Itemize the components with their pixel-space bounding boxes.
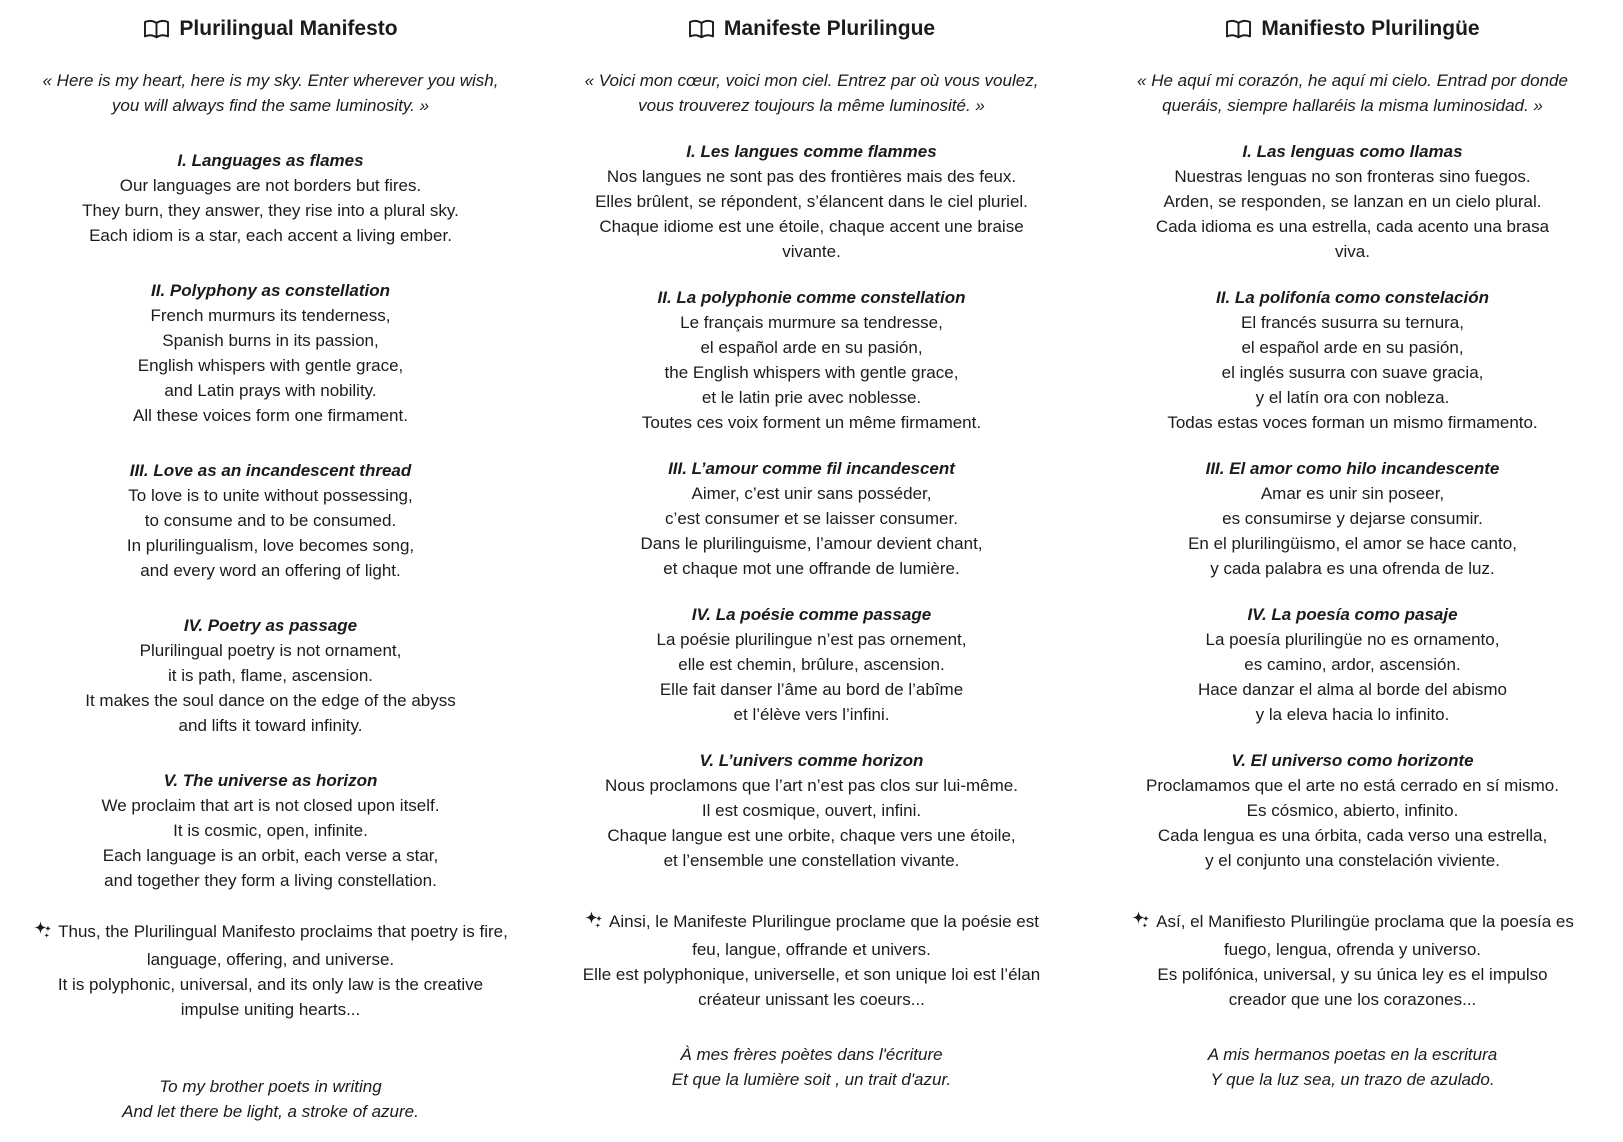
text-line <box>1088 335 1617 360</box>
text-line-content: A mis hermanos poetas en la escritura <box>1207 1045 1498 1064</box>
manifesto-section <box>547 285 1076 435</box>
text-line <box>6 378 535 403</box>
text-line-content: Y que la luz sea, un trazo de azulado. <box>1210 1070 1495 1089</box>
conclusion <box>6 919 535 1022</box>
text-line-content: and every word an offering of light. <box>140 561 401 580</box>
text-line <box>6 972 535 997</box>
text-line <box>547 410 1076 435</box>
text-line <box>6 713 535 738</box>
text-line <box>1088 702 1617 727</box>
section-heading: III. Love as an incandescent thread <box>129 461 412 480</box>
text-line-content: « Voici mon cœur, voici mon ciel. Entrez par où vous voulez, <box>584 71 1039 90</box>
text-line <box>1088 214 1617 239</box>
text-line <box>1088 556 1617 581</box>
text-line <box>6 868 535 893</box>
section-heading: II. La polifonía como constelación <box>1216 288 1489 307</box>
text-line-content: Cada lengua es una órbita, cada verso una estrella, <box>1157 826 1548 845</box>
text-line <box>6 508 535 533</box>
text-line <box>6 688 535 713</box>
dedication <box>547 1042 1076 1092</box>
text-line <box>1088 937 1617 962</box>
manifesto-section <box>6 458 535 583</box>
section-body <box>1088 773 1617 873</box>
text-line-content: the English whispers with gentle grace, <box>664 363 959 382</box>
text-line <box>1088 627 1617 652</box>
column-title <box>547 16 1076 42</box>
text-line-content: queráis, siempre hallaréis la misma luminosidad. » <box>1162 96 1543 115</box>
text-line <box>1088 164 1617 189</box>
text-line-content: En el plurilingüismo, el amor se hace canto, <box>1188 534 1517 553</box>
text-line-content: créateur unissant les coeurs... <box>698 990 925 1009</box>
text-line <box>547 677 1076 702</box>
text-line <box>1088 239 1617 264</box>
text-line <box>547 627 1076 652</box>
text-line-content: you will always find the same luminosity. » <box>111 96 430 115</box>
text-line <box>1088 410 1617 435</box>
text-line <box>6 533 535 558</box>
text-line-content: vous trouverez toujours la même luminosité. » <box>638 96 985 115</box>
text-line-content: viva. <box>1335 242 1370 261</box>
text-line-content: La poesía plurilingüe no es ornamento, <box>1205 630 1500 649</box>
text-line <box>6 198 535 223</box>
text-line-content: It is cosmic, open, infinite. <box>173 821 368 840</box>
text-line-content: Cada idioma es una estrella, cada acento una brasa <box>1155 217 1550 236</box>
text-line-content: Es polifónica, universal, y su única ley es el impulso <box>1157 965 1548 984</box>
text-line <box>1088 1042 1617 1067</box>
text-line-content: es consumirse y dejarse consumir. <box>1222 509 1483 528</box>
section-body <box>6 483 535 583</box>
text-line <box>1088 677 1617 702</box>
text-line-content: Each idiom is a star, each accent a living ember. <box>89 226 452 245</box>
text-line <box>1088 360 1617 385</box>
text-line-content: And let there be light, a stroke of azure. <box>122 1102 419 1121</box>
text-line-content: We proclaim that art is not closed upon itself. <box>101 796 440 815</box>
section-body <box>1088 481 1617 581</box>
text-line <box>547 987 1076 1012</box>
text-line-content: Chaque langue est une orbite, chaque vers une étoile, <box>607 826 1016 845</box>
text-line-content: et chaque mot une offrande de lumière. <box>663 559 960 578</box>
column-title-text: Plurilingual Manifesto <box>179 17 398 40</box>
manifesto-section <box>6 768 535 893</box>
manifesto-section <box>6 613 535 738</box>
text-line <box>547 335 1076 360</box>
text-line-content: In plurilingualism, love becomes song, <box>126 536 415 555</box>
text-line <box>6 403 535 428</box>
text-line-content: Elle est polyphonique, universelle, et son unique loi est l’élan <box>582 965 1041 984</box>
text-line-content: They burn, they answer, they rise into a plural sky. <box>82 201 459 220</box>
text-line <box>1088 385 1617 410</box>
text-line-content: y el latín ora con nobleza. <box>1255 388 1450 407</box>
text-line <box>1088 93 1617 118</box>
column-spanish <box>1082 16 1623 1124</box>
text-line-content: « Here is my heart, here is my sky. Enter wherever you wish, <box>42 71 499 90</box>
text-line-content: Ainsi, le Manifeste Plurilingue proclame que la poésie est <box>609 912 1039 931</box>
text-line-content: Et que la lumière soit , un trait d'azur. <box>671 1070 952 1089</box>
column-title <box>6 16 535 42</box>
text-line-content: El francés susurra su ternura, <box>1241 313 1464 332</box>
manifesto-section <box>547 602 1076 727</box>
text-line-content: Nos langues ne sont pas des frontières mais des feux. <box>606 167 1017 186</box>
text-line-content: Elle fait danser l’âme au bord de l’abîme <box>659 680 964 699</box>
text-line-content: elle est chemin, brûlure, ascension. <box>678 655 945 674</box>
manifesto-section <box>1088 456 1617 581</box>
text-line <box>547 310 1076 335</box>
text-line-content: and together they form a living constellation. <box>104 871 437 890</box>
text-line <box>1088 189 1617 214</box>
text-line-content: fuego, lengua, ofrenda y universo. <box>1223 940 1482 959</box>
section-body <box>6 638 535 738</box>
epigraph <box>6 68 535 118</box>
text-line <box>6 353 535 378</box>
section-heading: IV. Poetry as passage <box>183 616 358 635</box>
text-line-content: Amar es unir sin poseer, <box>1260 484 1445 503</box>
text-line-content: French murmurs its tenderness, <box>150 306 391 325</box>
text-line <box>547 506 1076 531</box>
text-line <box>1088 848 1617 873</box>
open-book-icon <box>143 18 170 41</box>
text-line-content: La poésie plurilingue n’est pas ornement, <box>656 630 967 649</box>
text-line-content: Nuestras lenguas no son fronteras sino fuegos. <box>1174 167 1531 186</box>
text-line <box>6 663 535 688</box>
text-line <box>6 997 535 1022</box>
section-heading: V. The universe as horizon <box>163 771 378 790</box>
text-line <box>547 164 1076 189</box>
section-heading: IV. La poesía como pasaje <box>1247 605 1458 624</box>
text-line-content: et l’ensemble une constellation vivante. <box>663 851 960 870</box>
dedication <box>1088 1042 1617 1092</box>
text-line <box>1088 909 1617 937</box>
text-line <box>547 481 1076 506</box>
text-line <box>6 173 535 198</box>
section-body <box>547 627 1076 727</box>
text-line-content: It is polyphonic, universal, and its only law is the creative <box>57 975 484 994</box>
column-title-text: Manifiesto Plurilingüe <box>1261 17 1480 40</box>
section-body <box>547 164 1076 264</box>
text-line <box>547 702 1076 727</box>
sparkles-icon <box>584 910 604 937</box>
section-body <box>6 303 535 428</box>
manifesto-section <box>1088 602 1617 727</box>
section-body <box>547 310 1076 435</box>
text-line-content: Proclamamos que el arte no está cerrado en sí mismo. <box>1146 776 1559 795</box>
conclusion <box>1088 909 1617 1012</box>
manifesto-section <box>1088 139 1617 264</box>
manifesto-section <box>547 139 1076 264</box>
text-line <box>547 823 1076 848</box>
section-heading: I. Languages as flames <box>177 151 364 170</box>
text-line <box>547 531 1076 556</box>
text-line <box>1088 1067 1617 1092</box>
text-line-content: feu, langue, offrande et univers. <box>692 940 931 959</box>
text-line <box>1088 798 1617 823</box>
text-line <box>6 558 535 583</box>
manifesto-section <box>6 148 535 248</box>
section-heading: I. Las lenguas como llamas <box>1242 142 1463 161</box>
text-line <box>547 214 1076 239</box>
text-line-content: It makes the soul dance on the edge of the abyss <box>85 691 456 710</box>
sparkles-icon <box>1131 910 1151 937</box>
conclusion <box>547 909 1076 1012</box>
text-line-content: y cada palabra es una ofrenda de luz. <box>1210 559 1495 578</box>
text-line <box>6 328 535 353</box>
text-line <box>547 962 1076 987</box>
text-line <box>6 919 535 947</box>
text-line-content: Each language is an orbit, each verse a star, <box>102 846 439 865</box>
text-line <box>547 937 1076 962</box>
section-body <box>6 793 535 893</box>
manifesto-section <box>1088 748 1617 873</box>
open-book-icon <box>1225 18 1252 41</box>
column-french <box>541 16 1082 1124</box>
text-line <box>547 189 1076 214</box>
section-body <box>6 173 535 248</box>
text-line <box>547 909 1076 937</box>
text-line <box>547 93 1076 118</box>
text-line-content: Chaque idiome est une étoile, chaque accent une braise <box>599 217 1024 236</box>
epigraph <box>1088 68 1617 118</box>
text-line <box>6 638 535 663</box>
text-line <box>547 773 1076 798</box>
text-line <box>547 1042 1076 1067</box>
text-line-content: Elles brûlent, se répondent, s’élancent dans le ciel pluriel. <box>595 192 1028 211</box>
text-line <box>1088 531 1617 556</box>
text-line-content: and Latin prays with nobility. <box>164 381 377 400</box>
text-line-content: All these voices form one firmament. <box>133 406 408 425</box>
text-line-content: creador que une los corazones... <box>1228 990 1477 1009</box>
text-line-content: impulse uniting hearts... <box>180 1000 361 1019</box>
text-line <box>6 1074 535 1099</box>
text-line-content: To love is to unite without possessing, <box>128 486 413 505</box>
section-heading: II. La polyphonie comme constellation <box>657 288 966 307</box>
manifesto-section <box>6 278 535 428</box>
text-line <box>547 1067 1076 1092</box>
section-heading: III. L’amour comme fil incandescent <box>668 459 955 478</box>
text-line-content: Plurilingual poetry is not ornament, <box>139 641 402 660</box>
text-line <box>1088 962 1617 987</box>
section-body <box>547 481 1076 581</box>
text-line-content: Toutes ces voix forment un même firmament. <box>641 413 982 432</box>
section-body <box>1088 310 1617 435</box>
text-line-content: c’est consumer et se laisser consumer. <box>665 509 958 528</box>
text-line-content: « He aquí mi corazón, he aquí mi cielo. Entrad por donde <box>1137 71 1568 90</box>
text-line <box>547 239 1076 264</box>
text-line-content: et le latin prie avec noblesse. <box>701 388 922 407</box>
text-line <box>6 793 535 818</box>
text-line <box>1088 652 1617 677</box>
text-line-content: Dans le plurilinguisme, l’amour devient chant, <box>640 534 983 553</box>
text-line <box>1088 773 1617 798</box>
text-line-content: el español arde en su pasión, <box>700 338 923 357</box>
text-line-content: el inglés susurra con suave gracia, <box>1221 363 1484 382</box>
manifesto-section <box>1088 285 1617 435</box>
section-body <box>547 773 1076 873</box>
section-heading: I. Les langues comme flammes <box>686 142 937 161</box>
text-line-content: Il est cosmique, ouvert, infini. <box>701 801 922 820</box>
text-line-content: y el conjunto una constelación viviente. <box>1205 851 1500 870</box>
section-body <box>1088 164 1617 264</box>
section-heading: V. El universo como horizonte <box>1231 751 1474 770</box>
text-line-content: Thus, the Plurilingual Manifesto proclaims that poetry is fire, <box>58 922 508 941</box>
text-line-content: Arden, se responden, se lanzan en un cielo plural. <box>1163 192 1542 211</box>
text-line-content: to consume and to be consumed. <box>144 511 397 530</box>
text-line-content: To my brother poets in writing <box>159 1077 382 1096</box>
text-line <box>547 848 1076 873</box>
text-line <box>1088 823 1617 848</box>
text-line <box>6 223 535 248</box>
text-line <box>547 68 1076 93</box>
manifesto-section <box>547 456 1076 581</box>
section-heading: IV. La poésie comme passage <box>691 605 932 624</box>
text-line-content: Todas estas voces forman un mismo firmamento. <box>1167 413 1538 432</box>
text-line-content: vivante. <box>782 242 841 261</box>
text-line <box>6 93 535 118</box>
text-line-content: Aimer, c’est unir sans posséder, <box>691 484 932 503</box>
text-line <box>1088 506 1617 531</box>
text-line <box>6 483 535 508</box>
text-line-content: À mes frères poètes dans l'écriture <box>680 1045 943 1064</box>
text-line-content: and lifts it toward infinity. <box>178 716 363 735</box>
text-line-content: Hace danzar el alma al borde del abismo <box>1197 680 1507 699</box>
manifesto-section <box>547 748 1076 873</box>
column-english <box>0 16 541 1124</box>
text-line-content: y la eleva hacia lo infinito. <box>1255 705 1450 724</box>
text-line-content: et l’élève vers l’infini. <box>733 705 890 724</box>
text-line <box>6 843 535 868</box>
text-line-content: es camino, ardor, ascensión. <box>1244 655 1461 674</box>
text-line <box>547 652 1076 677</box>
epigraph <box>547 68 1076 118</box>
text-line <box>547 798 1076 823</box>
section-heading: II. Polyphony as constellation <box>151 281 390 300</box>
text-line <box>6 68 535 93</box>
section-body <box>1088 627 1617 727</box>
sparkles-icon <box>33 920 53 947</box>
text-line-content: el español arde en su pasión, <box>1241 338 1464 357</box>
text-line <box>547 385 1076 410</box>
section-heading: III. El amor como hilo incandescente <box>1205 459 1500 478</box>
text-line <box>6 1099 535 1124</box>
text-line <box>1088 68 1617 93</box>
section-heading: V. L’univers comme horizon <box>699 751 924 770</box>
text-line <box>6 818 535 843</box>
open-book-icon <box>688 18 715 41</box>
column-title <box>1088 16 1617 42</box>
column-title-text: Manifeste Plurilingue <box>723 17 936 40</box>
text-line <box>6 947 535 972</box>
text-line <box>547 360 1076 385</box>
text-line-content: Our languages are not borders but fires. <box>119 176 422 195</box>
text-line <box>547 556 1076 581</box>
text-line-content: it is path, flame, ascension. <box>167 666 374 685</box>
text-line-content: language, offering, and universe. <box>146 950 395 969</box>
text-line <box>6 303 535 328</box>
text-line-content: Spanish burns in its passion, <box>162 331 379 350</box>
text-line-content: Es cósmico, abierto, infinito. <box>1246 801 1459 820</box>
text-line <box>1088 310 1617 335</box>
text-line-content: Nous proclamons que l’art n’est pas clos sur lui-même. <box>605 776 1018 795</box>
text-line-content: Le français murmure sa tendresse, <box>680 313 943 332</box>
text-line-content: Así, el Manifiesto Plurilingüe proclama que la poesía es <box>1156 912 1574 931</box>
dedication <box>6 1074 535 1124</box>
text-line <box>1088 987 1617 1012</box>
text-line <box>1088 481 1617 506</box>
text-line-content: English whispers with gentle grace, <box>137 356 404 375</box>
